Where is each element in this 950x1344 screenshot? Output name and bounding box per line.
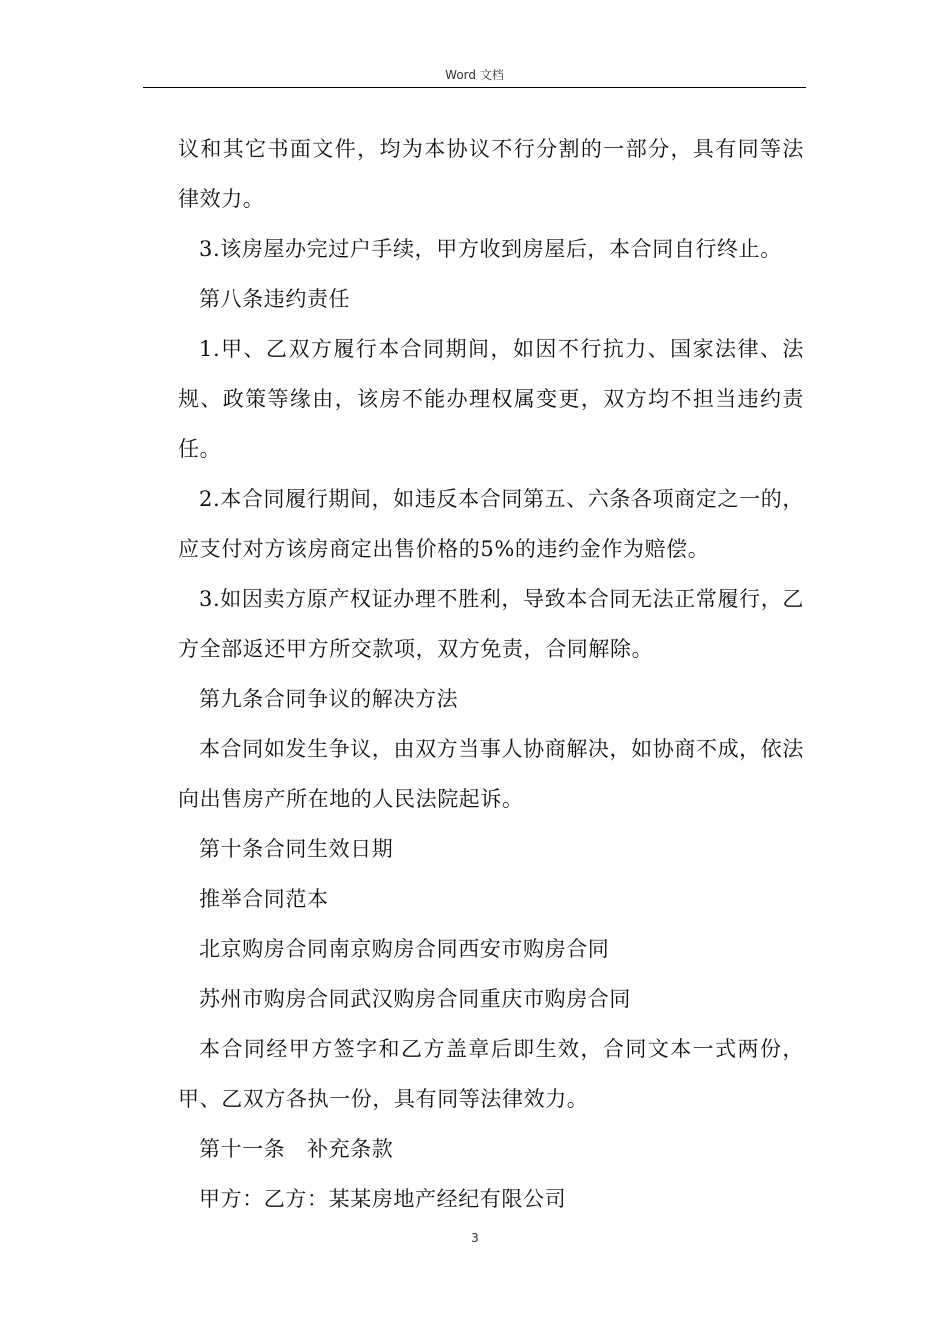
paragraph: 推举合同范本 <box>199 887 329 911</box>
paragraph: 本合同经甲方签字和乙方盖章后即生效，合同文本一式两份，甲、乙双方各执一份，具有同等法律效力。 <box>178 1037 804 1111</box>
section-heading: 第八条违约责任 <box>199 287 351 311</box>
section-heading: 第十一条 补充条款 <box>199 1137 394 1161</box>
paragraph: 3.该房屋办完过户手续，甲方收到房屋后，本合同自行终止。 <box>199 237 782 261</box>
paragraph: 北京购房合同南京购房合同西安市购房合同 <box>199 937 610 961</box>
paragraph: 1.甲、乙双方履行本合同期间，如因不行抗力、国家法律、法规、政策等缘由，该房不能办理权属变更，双方均不担当违约责任。 <box>178 337 804 461</box>
paragraph: 苏州市购房合同武汉购房合同重庆市购房合同 <box>199 987 631 1011</box>
paragraph: 本合同如发生争议，由双方当事人协商解决，如协商不成，依法向出售房产所在地的人民法院起诉。 <box>178 737 804 811</box>
paragraph: 2.本合同履行期间，如违反本合同第五、六条各项商定之一的，应支付对方该房商定出售价格的5%的违约金作为赔偿。 <box>178 487 804 561</box>
section-heading: 第十条合同生效日期 <box>199 837 394 861</box>
section-heading: 第九条合同争议的解决方法 <box>199 687 459 711</box>
signature-line: 甲方：乙方：某某房地产经纪有限公司 <box>199 1187 567 1211</box>
document-body <box>178 124 804 1224</box>
header-divider <box>143 87 806 88</box>
page-header: Word 文档 <box>445 68 504 82</box>
paragraph: 议和其它书面文件，均为本协议不行分割的一部分，具有同等法律效力。 <box>178 137 804 211</box>
paragraph: 3.如因卖方原产权证办理不胜利，导致本合同无法正常履行，乙方全部返还甲方所交款项，双方免责，合同解除。 <box>178 587 804 661</box>
page-number: 3 <box>471 1231 479 1245</box>
